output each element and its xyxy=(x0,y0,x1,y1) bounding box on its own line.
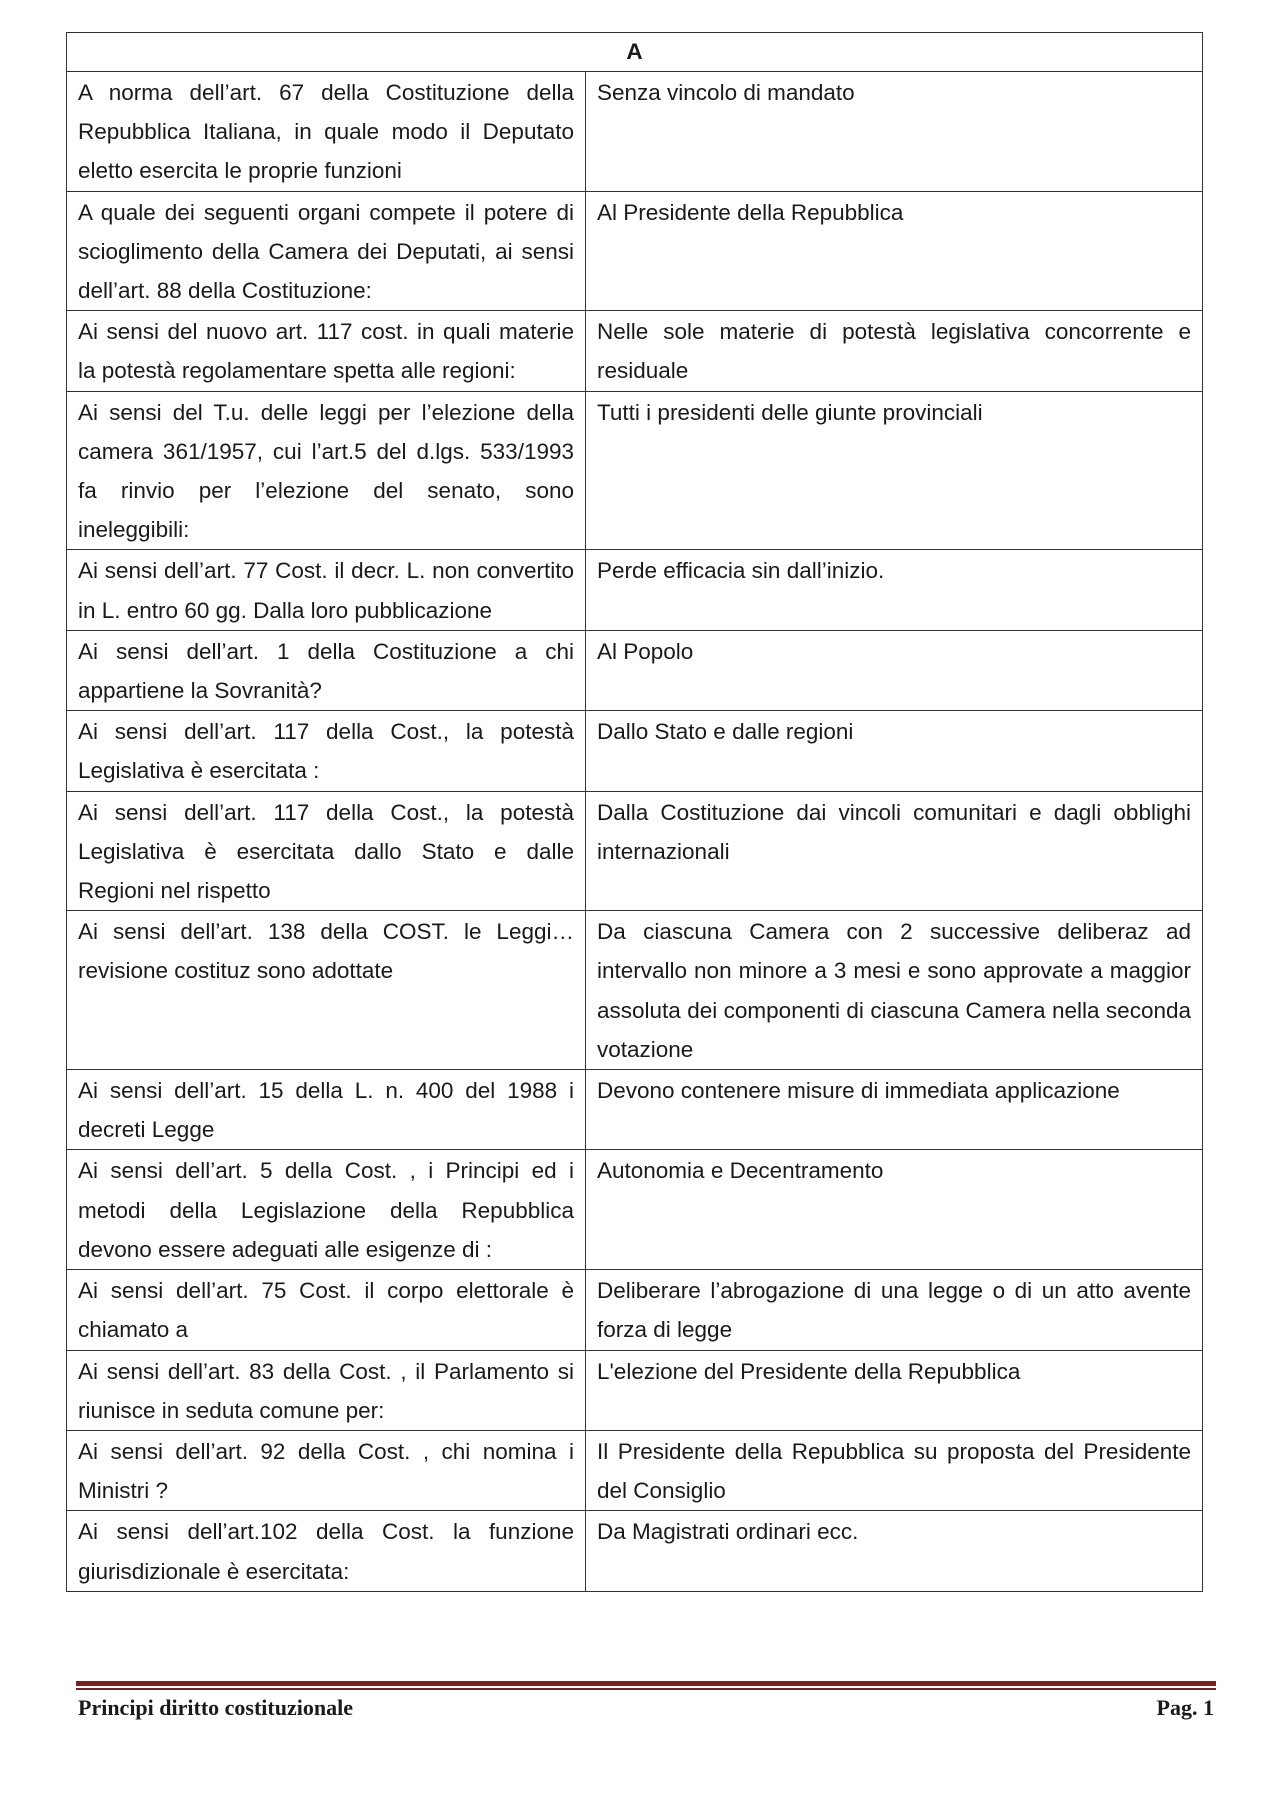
question-cell: A quale dei seguenti organi compete il potere di scioglimento della Camera dei Deputati, ai sensi dell’art. 88 della Costituzione: xyxy=(67,191,586,311)
table-row xyxy=(67,1150,1203,1270)
table-row xyxy=(67,1511,1203,1591)
table-row xyxy=(67,1270,1203,1350)
table-row xyxy=(67,72,1203,192)
question-cell: Ai sensi dell’art. 1 della Costituzione a chi appartiene la Sovranità? xyxy=(67,630,586,710)
table-row xyxy=(67,1430,1203,1510)
answer-cell: Devono contenere misure di immediata applicazione xyxy=(586,1070,1203,1150)
footer-title: Principi diritto costituzionale xyxy=(78,1695,353,1720)
table-row xyxy=(67,1070,1203,1150)
question-cell: Ai sensi dell’art. 138 della COST. le Leggi…revisione costituz sono adottate xyxy=(67,911,586,1070)
answer-cell: Nelle sole materie di potestà legislativa concorrente e residuale xyxy=(586,311,1203,391)
answer-cell: Dallo Stato e dalle regioni xyxy=(586,711,1203,791)
page-number: Pag. 1 xyxy=(1156,1695,1214,1720)
footer-rule-thin xyxy=(76,1688,1216,1690)
question-cell: Ai sensi del T.u. delle leggi per l’elezione della camera 361/1957, cui l’art.5 del d.lgs. 533/1993 fa rinvio per l’elezione del senato, sono ineleggibili: xyxy=(67,391,586,550)
answer-cell: Tutti i presidenti delle giunte provinciali xyxy=(586,391,1203,550)
answer-cell: L'elezione del Presidente della Repubblica xyxy=(586,1350,1203,1430)
table-header: A xyxy=(67,33,1203,72)
table-row xyxy=(67,191,1203,311)
question-cell: Ai sensi dell’art. 15 della L. n. 400 del 1988 i decreti Legge xyxy=(67,1070,586,1150)
answer-cell: Dalla Costituzione dai vincoli comunitari e dagli obblighi internazionali xyxy=(586,791,1203,911)
table-row xyxy=(67,1350,1203,1430)
table-row xyxy=(67,791,1203,911)
qa-table xyxy=(66,32,1203,1592)
table-row xyxy=(67,711,1203,791)
question-cell: Ai sensi dell’art. 77 Cost. il decr. L. non convertito in L. entro 60 gg. Dalla loro pubblicazione xyxy=(67,550,586,630)
question-cell: Ai sensi dell’art. 92 della Cost. , chi nomina i Ministri ? xyxy=(67,1430,586,1510)
table-row xyxy=(67,630,1203,710)
question-cell: Ai sensi dell’art. 5 della Cost. , i Principi ed i metodi della Legislazione della Repubblica devono essere adeguati alle esigenze di : xyxy=(67,1150,586,1270)
answer-cell: Autonomia e Decentramento xyxy=(586,1150,1203,1270)
answer-cell: Da ciascuna Camera con 2 successive deliberaz ad intervallo non minore a 3 mesi e sono approvate a maggior assoluta dei componenti di ciascuna Camera nella seconda votazione xyxy=(586,911,1203,1070)
table-body xyxy=(67,72,1203,1592)
answer-cell: Senza vincolo di mandato xyxy=(586,72,1203,192)
table-row xyxy=(67,391,1203,550)
table-row xyxy=(67,311,1203,391)
question-cell: Ai sensi dell’art. 117 della Cost., la potestà Legislativa è esercitata : xyxy=(67,711,586,791)
question-cell: Ai sensi dell’art. 117 della Cost., la potestà Legislativa è esercitata dallo Stato e dalle Regioni nel rispetto xyxy=(67,791,586,911)
question-cell: Ai sensi del nuovo art. 117 cost. in quali materie la potestà regolamentare spetta alle regioni: xyxy=(67,311,586,391)
question-cell: Ai sensi dell’art.102 della Cost. la funzione giurisdizionale è esercitata: xyxy=(67,1511,586,1591)
answer-cell: Al Presidente della Repubblica xyxy=(586,191,1203,311)
question-cell: A norma dell’art. 67 della Costituzione della Repubblica Italiana, in quale modo il Deputato eletto esercita le proprie funzioni xyxy=(67,72,586,192)
answer-cell: Da Magistrati ordinari ecc. xyxy=(586,1511,1203,1591)
table-row xyxy=(67,550,1203,630)
footer-rule xyxy=(76,1681,1216,1686)
table-row xyxy=(67,911,1203,1070)
question-cell: Ai sensi dell’art. 75 Cost. il corpo elettorale è chiamato a xyxy=(67,1270,586,1350)
answer-cell: Al Popolo xyxy=(586,630,1203,710)
table-header-row xyxy=(67,33,1203,72)
question-cell: Ai sensi dell’art. 83 della Cost. , il Parlamento si riunisce in seduta comune per: xyxy=(67,1350,586,1430)
answer-cell: Perde efficacia sin dall’inizio. xyxy=(586,550,1203,630)
answer-cell: Il Presidente della Repubblica su proposta del Presidente del Consiglio xyxy=(586,1430,1203,1510)
answer-cell: Deliberare l’abrogazione di una legge o di un atto avente forza di legge xyxy=(586,1270,1203,1350)
